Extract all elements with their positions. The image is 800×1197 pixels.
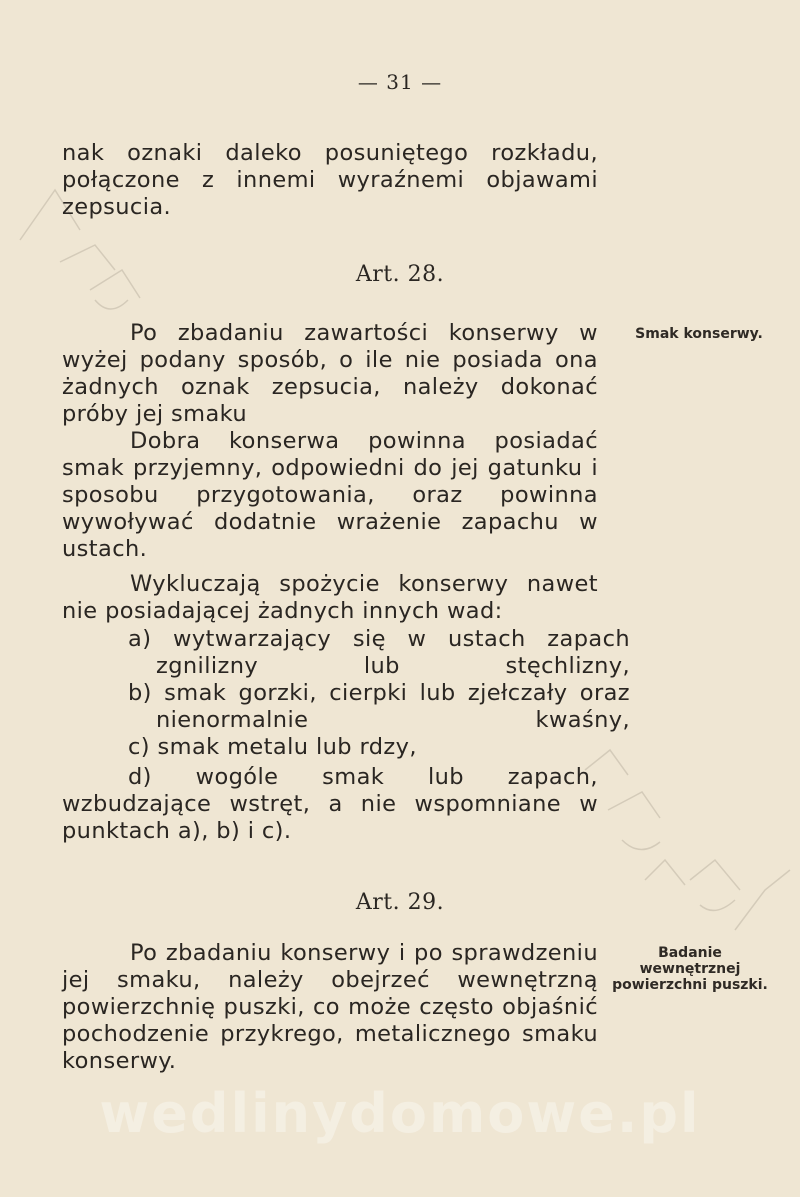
- art28-paragraph-2: Dobra konserwa powinna posiadać smak przyjemny, odpowiedni do jej gatunku i sposobu przygotowania, oraz powinna wywoływać dodatnie wrażenie zapachu w ustach.: [62, 428, 598, 562]
- list-item-d: d) wogóle smak lub zapach, wzbudzające wstręt, a nie wspomniane w punktach a), b) i c).: [62, 764, 598, 844]
- continued-paragraph: nak oznaki daleko posuniętego rozkładu, połączone z innemi wyraźnemi objawami zepsucia.: [62, 140, 598, 220]
- article-28-heading: Art. 28.: [355, 262, 445, 287]
- margin-note-inner-surface: Badanie wewnętrznej powierzchni puszki.: [612, 945, 768, 993]
- art29-paragraph-1: Po zbadaniu konserwy i po sprawdzeniu jej smaku, należy obejrzeć wewnętrzną powierzchnię puszki, co może często objaśnić pochodzenie przykrego, metalicznego smaku konserwy.: [62, 940, 598, 1074]
- list-item-c: c) smak metalu lub rdzy,: [128, 734, 417, 760]
- list-item-a: a) wytwarzający się w ustach zapach zgnilizny lub stęchlizny,: [128, 626, 630, 679]
- article-29-heading: Art. 29.: [355, 890, 445, 915]
- margin-note-taste: Smak konserwy.: [635, 326, 763, 342]
- watermark: wedlinydomowe.pl: [99, 1082, 701, 1145]
- art28-paragraph-1: Po zbadaniu zawartości konserwy w wyżej podany sposób, o ile nie posiada ona żadnych oznak zepsucia, należy dokonać próby jej smaku: [62, 320, 598, 427]
- page-number: — 31 —: [357, 70, 443, 94]
- art28-paragraph-3: Wykluczają spożycie konserwy nawet nie posiadającej żadnych innych wad:: [62, 571, 598, 624]
- list-item-b: b) smak gorzki, cierpki lub zjełczały oraz nienormalnie kwaśny,: [128, 680, 630, 733]
